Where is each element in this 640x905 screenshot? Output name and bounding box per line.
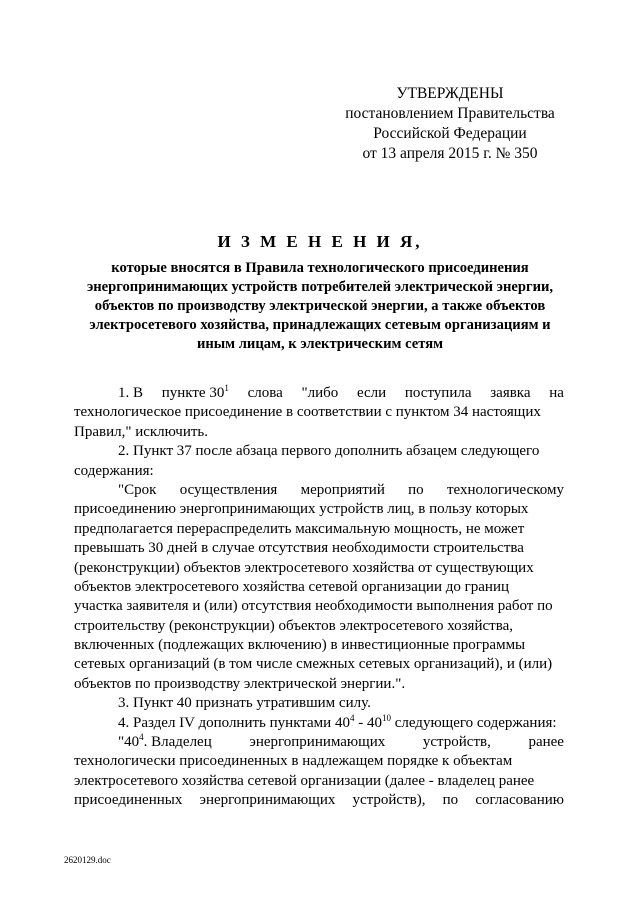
paragraph-2-line: содержания: xyxy=(74,462,154,479)
quote-line: объектов по производству электрической энергии.". xyxy=(74,675,406,692)
paragraph-1-line: 1. В пункте $30^1$ слова "либо если поступила заявка на xyxy=(118,383,564,401)
quote-line: включенных (подлежащих включению) в инвестиционные программы xyxy=(74,637,526,654)
paragraph-2-line: 2. Пункт 37 после абзаца первого дополнить абзацем следующего xyxy=(118,443,540,460)
approval-title: УТВЕРЖДЕНЫ xyxy=(396,85,504,102)
quote-line: (реконструкции) объектов электросетевого хозяйства от существующих xyxy=(74,559,534,576)
quote-line: "Срок осуществления мероприятий по технологическому xyxy=(118,481,564,498)
point-40-4-line: технологически присоединенных в надлежащем порядке к объектам xyxy=(74,753,513,770)
paragraph-4-line: 4. Раздел IV дополнить пунктами $40^4 - 40^{10}$ следующего содержания: xyxy=(118,712,557,731)
document-subtitle xyxy=(60,259,580,354)
paragraph-1-line: Правил," исключить. xyxy=(74,423,209,440)
quote-line: предполагается перераспределить максимальную мощность, не может xyxy=(74,520,525,537)
quote-line: превышать 30 дней в случае отсутствия необходимости строительства xyxy=(74,540,524,557)
file-name-footer: 2620129.doc xyxy=(64,855,111,865)
approval-line: Российской Федерации xyxy=(373,125,527,142)
quote-line: строительству (реконструкции) объектов электросетевого хозяйства, xyxy=(74,617,513,634)
paragraph-3-line: 3. Пункт 40 признать утратившим силу. xyxy=(118,695,371,712)
approval-block xyxy=(330,84,570,164)
subtitle-line: электросетевого хозяйства, принадлежащих сетевым организациям и xyxy=(89,317,551,333)
point-40-4-line: присоединенных энергопринимающих устройств), по согласованию xyxy=(74,792,564,809)
subtitle-line: энергопринимающих устройств потребителей электрической энергии, xyxy=(86,279,554,295)
document-title: И З М Е Н Е Н И Я, xyxy=(217,232,423,251)
quote-line: объектов электросетевого хозяйства сетевой организации до границ xyxy=(74,578,509,595)
subtitle-line: объектов по производству электрической энергии, а также объектов xyxy=(94,298,546,314)
quote-line: сетевых организаций (в том числе смежных сетевых организаций), и (или) xyxy=(74,656,553,673)
quote-line: присоединению энергопринимающих устройств лиц, в пользу которых xyxy=(74,501,529,518)
approval-line: постановлением Правительства xyxy=(345,105,555,122)
document-body xyxy=(74,384,564,811)
subtitle-line: которые вносятся в Правила технологического присоединения xyxy=(111,260,529,276)
point-40-4-line: электросетевого хозяйства сетевой организации (далее - владелец ранее xyxy=(74,772,535,789)
quote-line: участка заявителя и (или) отсутствия необходимости выполнения работ по xyxy=(74,598,553,615)
paragraph-1-line: технологическое присоединение в соответствии с пунктом 34 настоящих xyxy=(74,404,541,421)
approval-date: от 13 апреля 2015 г. № 350 xyxy=(362,145,538,162)
subtitle-line: иным лицам, к электрическим сетям xyxy=(196,336,444,352)
point-40-4-line: "$40^4$. Владелец энергопринимающих устройств, ранее xyxy=(118,732,564,751)
